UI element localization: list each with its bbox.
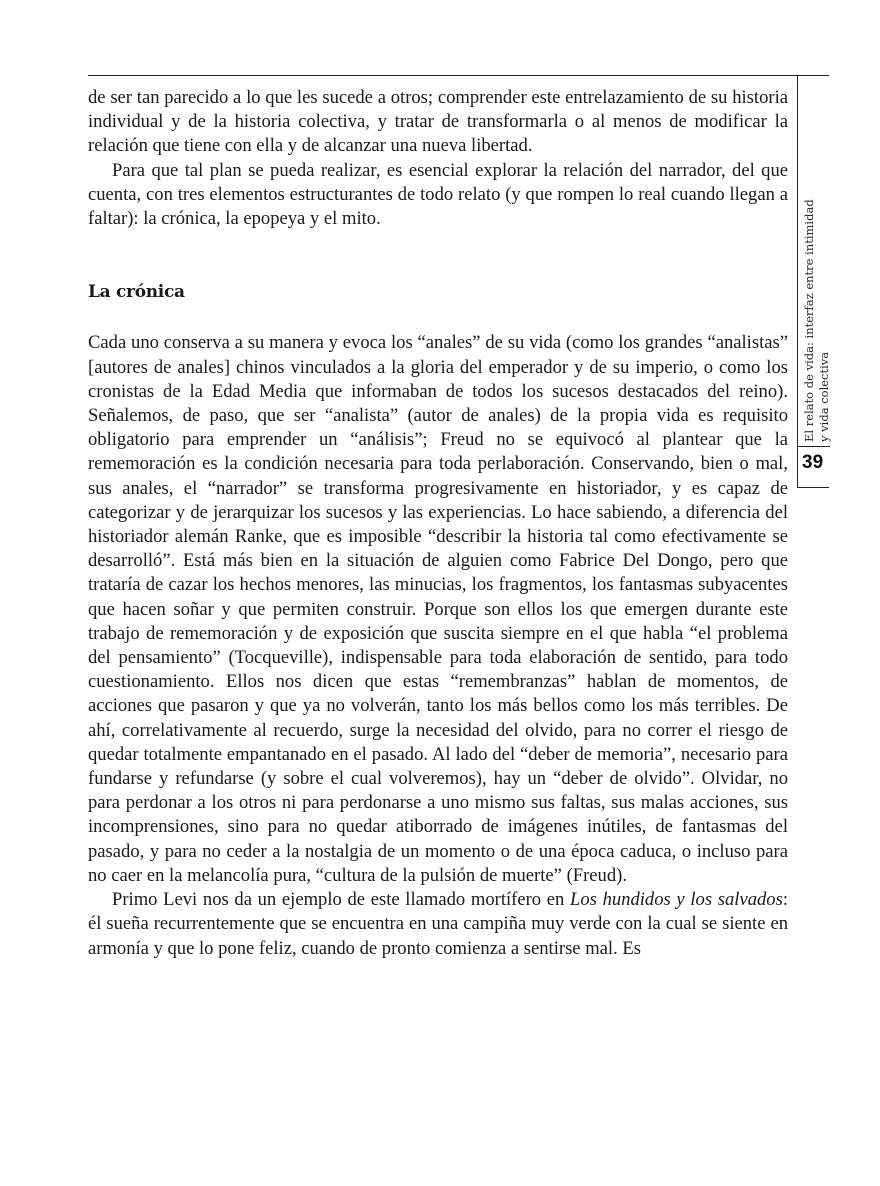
body-text bbox=[88, 86, 788, 961]
running-head-line-2: y vida colectiva bbox=[817, 351, 831, 442]
header-rule bbox=[88, 75, 829, 76]
margin-vertical-rule bbox=[797, 75, 798, 488]
paragraph: Cada uno conserva a su manera y evoca los “anales” de su vida (como los grandes “analistas” [autores de anales] chinos vinculados a la gloria del emperador y de su imperio, o como los cronistas de la Edad Media que informaban de todos los sucesos destacados del reino). Señalemos, de paso, que ser “analista” (autor de anales) de la propia vida es requisito obligatorio para emprender un “análisis”; Freud no se equivocó al plantear que la rememoración es la condición necesaria para toda perlaboración. Conservando, bien o mal, sus anales, el “narrador” se transforma progresivamente en historiador, y es capaz de categorizar y de jerarquizar los sucesos y las experiencias. Lo hace sabiendo, a diferencia del historiador alemán Ranke, que es imposible “describir la historia tal como efectivamente se desarrolló”. Está más bien en la situación de alguien como Fabrice Del Dongo, pero que trataría de cazar los hechos menores, las minucias, los fragmentos, los fantasmas subyacentes que hacen soñar y que permiten construir. Porque son ellos los que emergen durante este trabajo de rememoración y de exposición que suscita siempre en el que habla “el problema del pensamiento” (Tocqueville), indispensable para toda elaboración de sentido, para todo cuestionamiento. Ellos nos dicen que estas “remembranzas” hablan de momentos, de acciones que pasaron y que ya no volverán, tanto los más bellos como los más terribles. De ahí, correlativamente al recuerdo, surge la necesidad del olvido, para no correr el riesgo de quedar totalmente empantanado en el pasado. Al lado del “deber de memoria”, necesario para fundarse y refundarse (y sobre el cual volveremos), hay un “deber de olvido”. Olvidar, no para perdonar a los otros ni para perdonarse a uno mismo sus faltas, sus malas acciones, sus incomprensiones, sino para no quedar atiborrado de imágenes inútiles, de fantasmas del pasado, y para no ceder a la nostalgia de un momento o de una época caduca, o incluso para no caer en la melancolía pura, “cultura de la pulsión de muerte” (Freud). bbox=[88, 332, 788, 886]
running-head bbox=[802, 199, 832, 442]
book-title: Los hundidos y los salvados bbox=[570, 889, 783, 911]
paragraph-text: : él sueña recurrentemente que se encuentra en una campiña muy verde con la cual se siente en armonía y que lo pone feliz, cuando de pronto comienza a sentirse mal. Es bbox=[88, 889, 788, 959]
page-number-box-bottom-rule bbox=[797, 487, 829, 488]
paragraph bbox=[88, 888, 788, 961]
page-number-box-top-rule bbox=[797, 446, 830, 447]
section-heading: La crónica bbox=[88, 282, 185, 303]
paragraph: Para que tal plan se pueda realizar, es esencial explorar la relación del narrador, del que cuenta, con tres elementos estructurantes de todo relato (y que rompen lo real cuando llegan a faltar): la crónica, la epopeya y el mito. bbox=[88, 159, 788, 230]
paragraph-text: Primo Levi nos da un ejemplo de este llamado mortífero en bbox=[112, 889, 571, 911]
paragraph: de ser tan parecido a lo que les sucede a otros; comprender este entrelazamiento de su historia individual y de la historia colectiva, y tratar de transformarla o al menos de modificar la relación que tiene con ella y de alcanzar una nueva libertad. bbox=[88, 87, 788, 157]
page-number: 39 bbox=[802, 452, 824, 473]
running-head-line-1: El relato de vida: interfaz entre intimidad bbox=[802, 199, 816, 442]
